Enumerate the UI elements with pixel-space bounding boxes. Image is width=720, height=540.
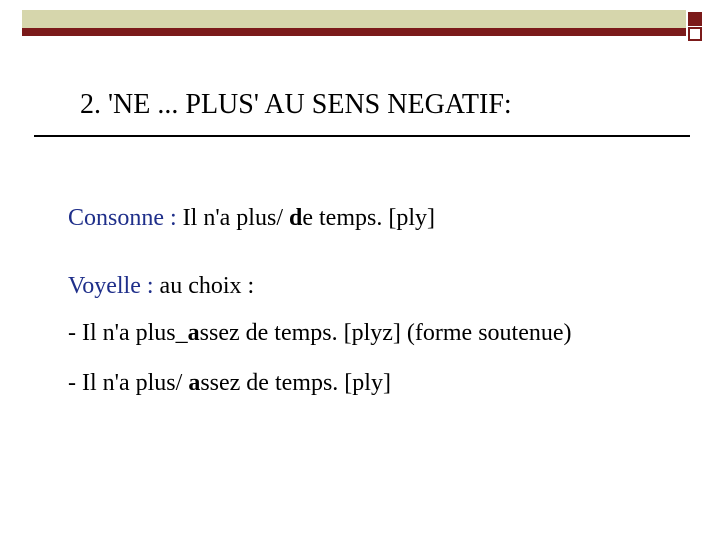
consonant-line xyxy=(68,203,435,233)
title-underline-rule xyxy=(34,135,690,137)
top-decorative-band xyxy=(22,10,686,28)
filled-square-decoration xyxy=(688,12,702,26)
vowel-label: Voyelle : xyxy=(68,273,154,299)
no-liaison-text-before: - Il n'a plus/ xyxy=(68,370,189,396)
vowel-line xyxy=(68,271,254,301)
slide-title: 2. 'NE ... PLUS' AU SENS NEGATIF: xyxy=(80,89,512,120)
no-liaison-text-after: ssez de temps. [ply] xyxy=(200,370,391,396)
liaison-text-before: - Il n'a plus_ xyxy=(68,320,188,346)
consonant-bold-letter: d xyxy=(288,205,303,231)
example-liaison-line xyxy=(68,318,572,348)
outline-square-decoration xyxy=(688,27,702,41)
vowel-text: au choix : xyxy=(153,273,255,299)
consonant-text-before: Il n'a plus/ xyxy=(176,205,289,231)
liaison-text-after: ssez de temps. [plyz] (forme soutenue) xyxy=(199,320,572,346)
no-liaison-bold-letter: a xyxy=(188,370,201,396)
consonant-label: Consonne : xyxy=(68,205,177,231)
top-accent-line xyxy=(22,28,686,36)
example-no-liaison-line xyxy=(68,368,391,398)
consonant-text-after: e temps. [ply] xyxy=(302,205,435,231)
liaison-bold-letter: a xyxy=(187,320,200,346)
